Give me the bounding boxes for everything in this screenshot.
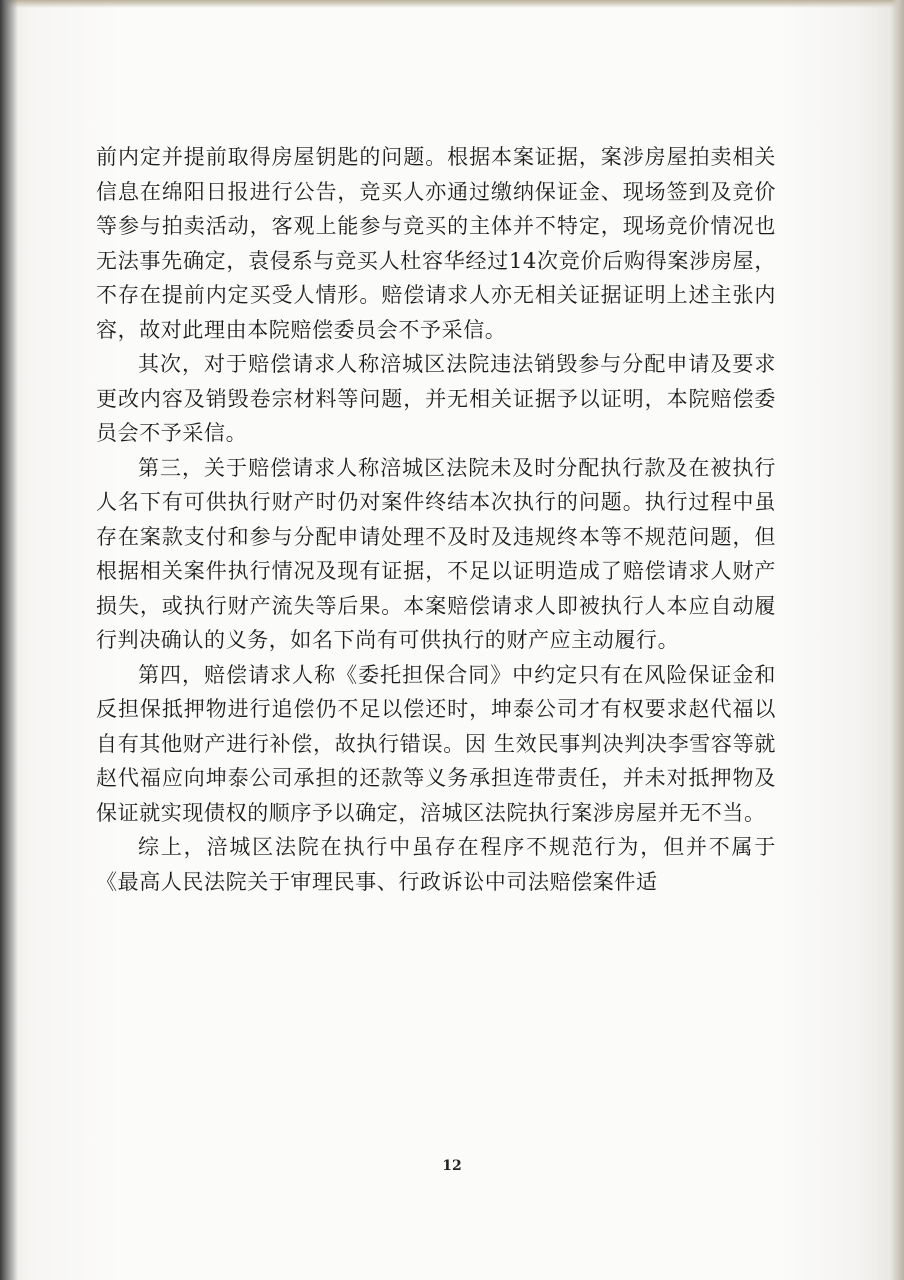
page-number: 12 <box>442 1158 462 1174</box>
page-left-shadow <box>0 0 18 1280</box>
body-text <box>96 140 776 899</box>
page-top-edge <box>0 0 904 8</box>
paragraph-second-point: 其次，对于赔偿请求人称涪城区法院违法销毁参与分配申请及要求更改内容及销毁卷宗材料等问题，并无相关证据予以证明，本院赔偿委员会不予采信。 <box>96 352 776 445</box>
paragraph-fourth-point: 第四，赔偿请求人称《委托担保合同》中约定只有在风险保证金和反担保抵押物进行追偿仍不足以偿还时，坤泰公司才有权要求赵代福以自有其他财产进行补偿，故执行错误。因 生效民事判决判决李雪容等就赵代福应向坤泰公司承担的还款等义务承担连带责任，并未对抵押物及保证就实现债权的顺序予以确定，涪城区法院执行案涉房屋并无不当。 <box>96 662 776 825</box>
paragraph-conclusion: 综上，涪城区法院在执行中虽存在程序不规范行为，但并不属于《最高人民法院关于审理民事、行政诉讼中司法赔偿案件适 <box>96 835 776 894</box>
paragraph-continued: 前内定并提前取得房屋钥匙的问题。根据本案证据，案涉房屋拍卖相关信息在绵阳日报进行公告，竞买人亦通过缴纳保证金、现场签到及竞价等参与拍卖活动，客观上能参与竞买的主体并不特定，现场竞价情况也无法事先确定，袁侵系与竞买人杜容华经过14次竞价后购得案涉房屋，不存在提前内定买受人情形。赔偿请求人亦无相关证据证明上述主张内容，故对此理由本院赔偿委员会不予采信。 <box>96 145 776 342</box>
page-right-edge <box>890 0 904 1280</box>
paragraph-third-point: 第三，关于赔偿请求人称涪城区法院未及时分配执行款及在被执行人名下有可供执行财产时仍对案件终结本次执行的问题。执行过程中虽存在案款支付和参与分配申请处理不及时及违规终本等不规范问题，但根据相关案件执行情况及现有证据，不足以证明造成了赔偿请求人财产损失，或执行财产流失等后果。本案赔偿请求人即被执行人本应自动履行判决确认的义务，如名下尚有可供执行的财产应主动履行。 <box>96 455 776 652</box>
